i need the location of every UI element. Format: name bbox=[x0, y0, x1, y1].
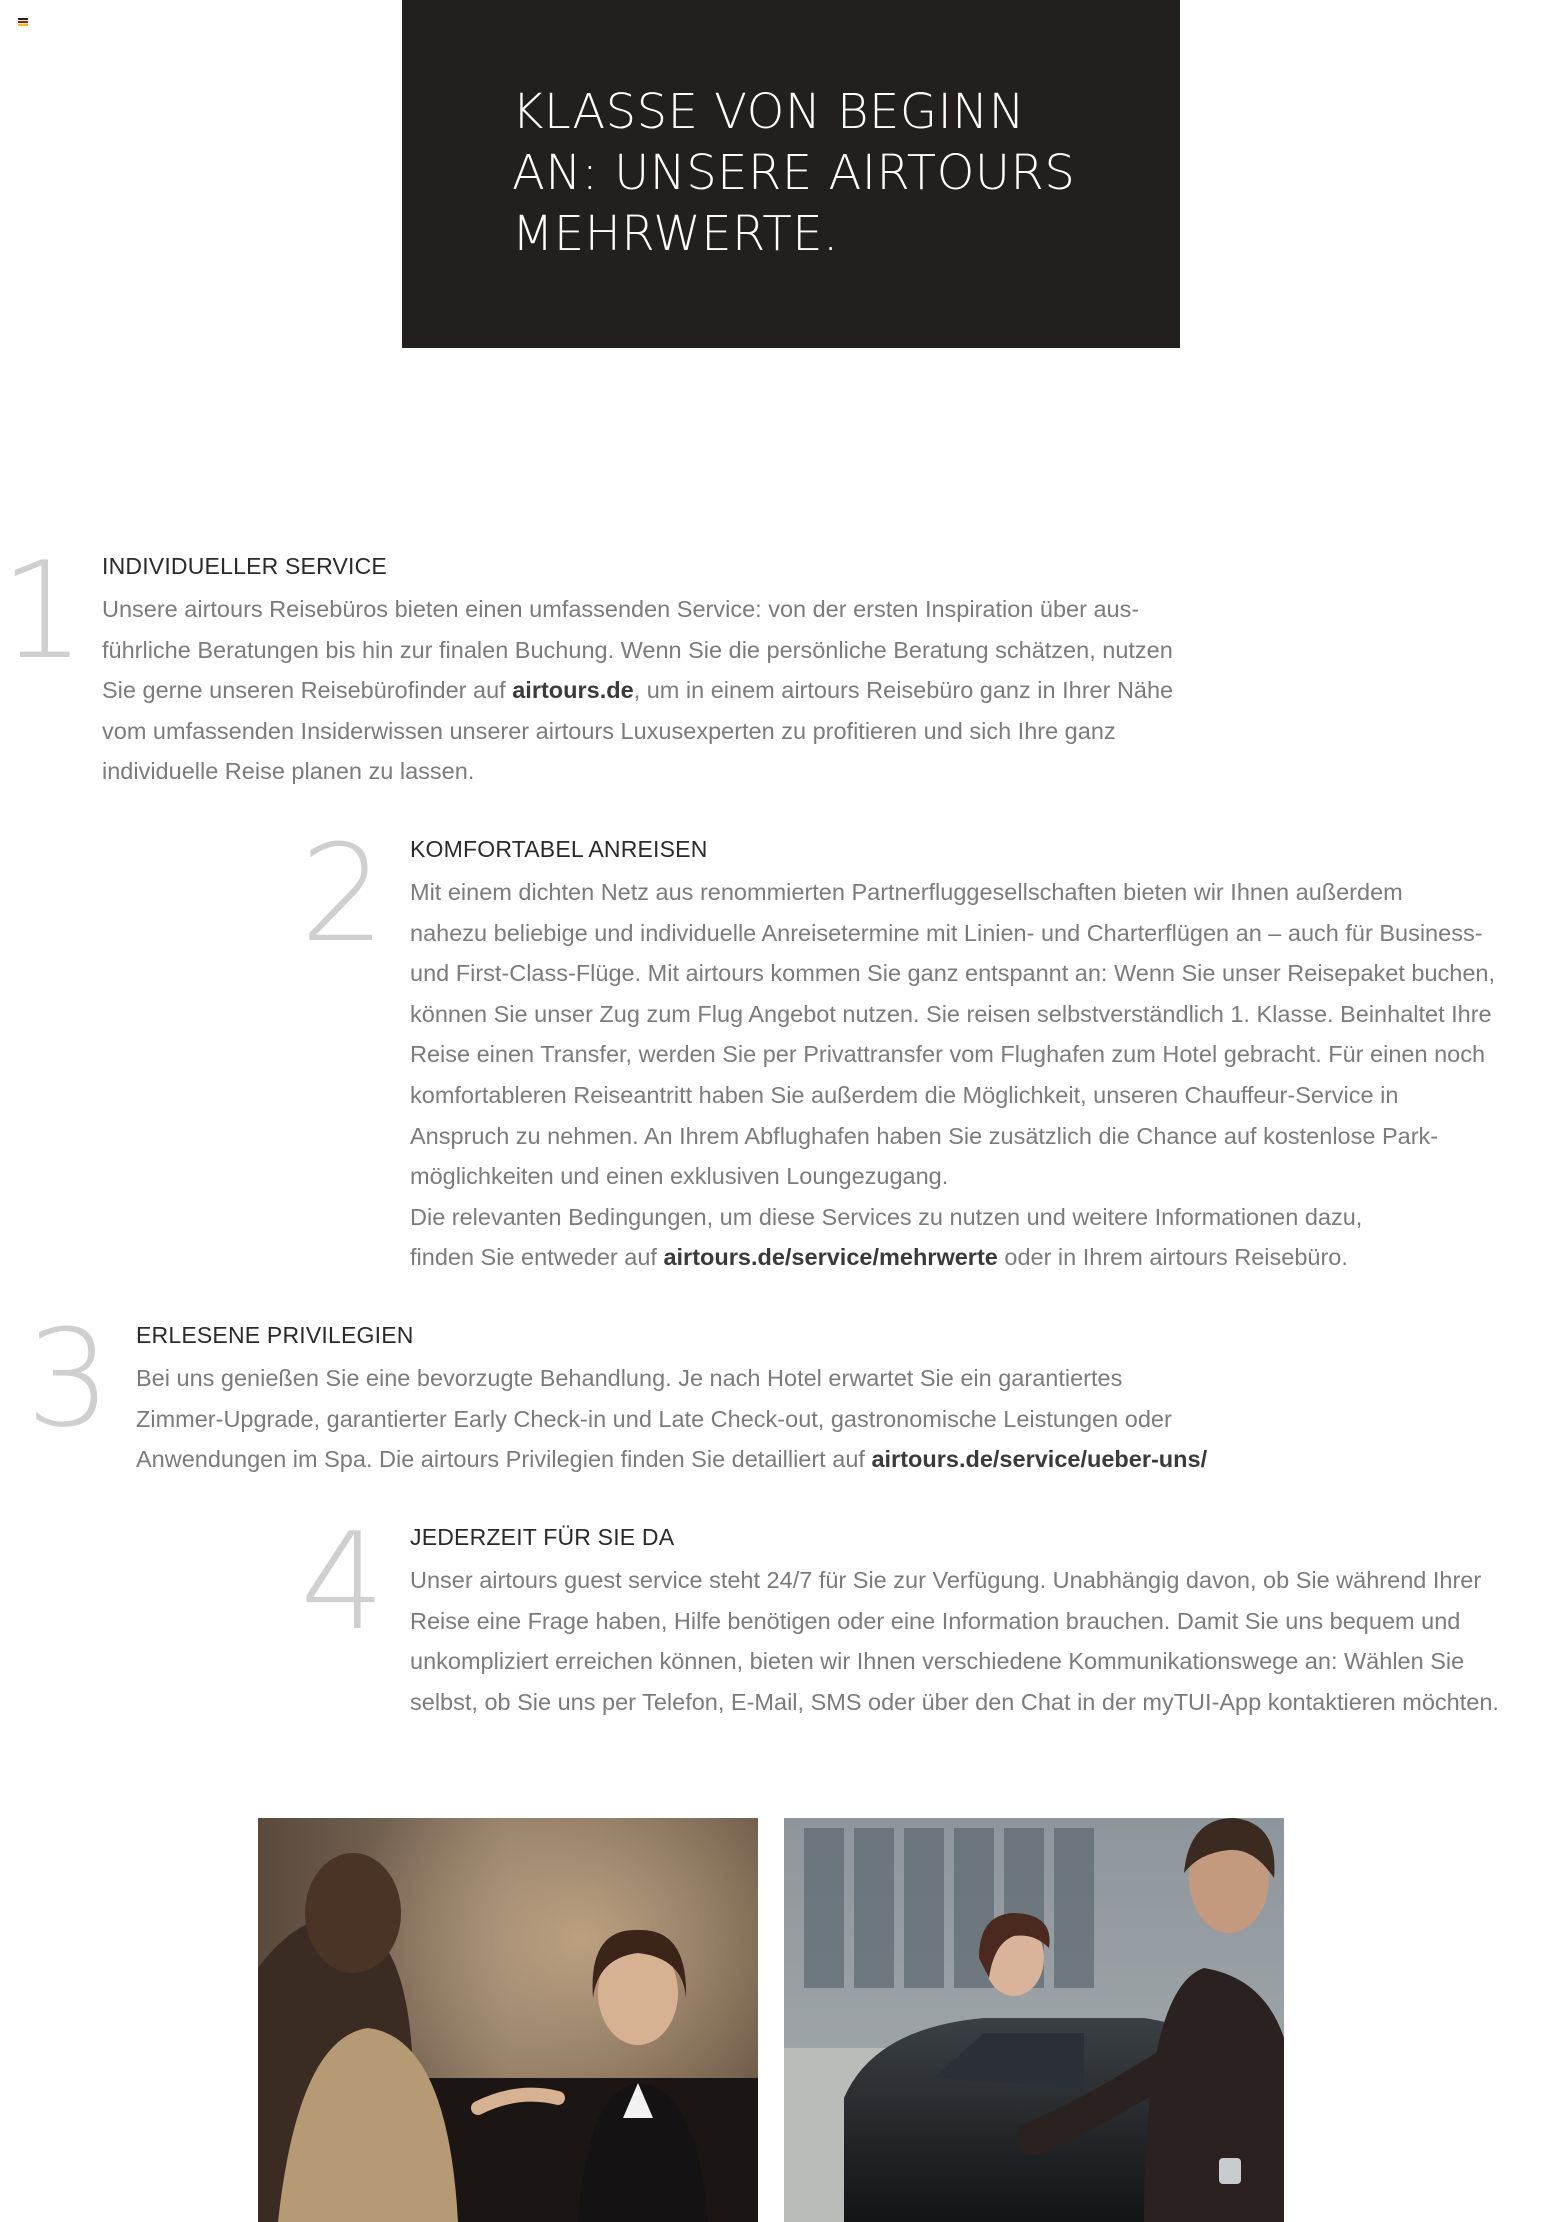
section-title-3: ERLESENE PRIVILEGIEN bbox=[136, 1322, 414, 1348]
language-flag-icon[interactable] bbox=[18, 18, 28, 25]
ueber-uns-link[interactable]: airtours.de/service/ueber-uns/ bbox=[871, 1446, 1208, 1473]
reception-desk-photo bbox=[258, 1818, 758, 2222]
hero-banner bbox=[402, 0, 1180, 348]
section-title-2: KOMFORTABEL ANREISEN bbox=[410, 836, 708, 862]
section-number-4: 4 bbox=[300, 1504, 386, 1660]
mehrwerte-link[interactable]: airtours.de/service/mehrwerte bbox=[663, 1244, 998, 1271]
section-title-4: JEDERZEIT FÜR SIE DA bbox=[410, 1524, 675, 1550]
section-body-1: Unsere airtours Reisebüros bieten einen umfassenden Service: von der ersten Inspiration über aus- führliche Beratungen bis hin zur finalen Buchung. Wenn Sie die persönliche Beratung schätzen, nutzen Sie gerne unseren Reisebürofinder auf airtours.de, um in einem airtours Reisebüro ganz in Ihrer Nähe vom umfassenden Insiderwissen unserer airtours Luxusexperten zu profitieren und sich Ihre ganz individuelle Reise planen zu lassen. bbox=[102, 596, 1174, 785]
section-number-3: 3 bbox=[26, 1301, 112, 1457]
section-title-1: INDIVIDUELLER SERVICE bbox=[102, 553, 387, 579]
chauffeur-car-photo bbox=[784, 1818, 1284, 2222]
airtours-link[interactable]: airtours.de bbox=[512, 677, 634, 704]
hero-title: KLASSE VON BEGINN AN: UNSERE AIRTOURS MEHRWERTE. bbox=[512, 84, 1076, 262]
section-body-3: Bei uns genießen Sie eine bevorzugte Behandlung. Je nach Hotel erwartet Sie ein garantiertes Zimmer-Upgrade, garantierter Early Check-in und Late Check-out, gastronomische Leistungen oder Anwendungen im Spa. Die airtours Privilegien finden Sie detailliert auf airtours.de/service/ueber-uns/ bbox=[136, 1365, 1208, 1473]
section-number-1: 1 bbox=[0, 533, 86, 689]
section-number-2: 2 bbox=[300, 816, 386, 972]
section-body-4: Unser airtours guest service steht 24/7 für Sie zur Verfügung. Unabhängig davon, ob Sie während Ihrer Reise eine Frage haben, Hilfe benötigen oder eine Information brauchen. Damit Sie uns bequem und unkompliziert erreichen können, bieten wir Ihnen verschiedene Kommunikationswege an: Wählen Sie selbst, ob Sie uns per Telefon, E-Mail, SMS oder über den Chat in der myTUI-App kontaktieren möchten. bbox=[410, 1567, 1499, 1715]
section-body-2: Mit einem dichten Netz aus renommierten Partnerfluggesellschaften bieten wir Ihnen außerdem nahezu beliebige und individuelle Anreisetermine mit Linien- und Charterflügen an – auch für Business- und First-Class-Flüge. Mit airtours kommen Sie ganz entspannt an: Wenn Sie unser Reisepaket buchen, können Sie unser Zug zum Flug Angebot nutzen. Sie reisen selbstverständlich 1. Klasse. Beinhaltet Ihre Reise einen Transfer, werden Sie per Privattransfer vom Flughafen zum Hotel gebracht. Für einen noch komfortableren Reiseantritt haben Sie außerdem die Möglichkeit, unseren Chauffeur-Service in Anspruch zu nehmen. An Ihrem Abflughafen haben Sie zusätzlich die Chance auf kostenlose Park- möglichkeiten und einen exklusiven Loungezugang. Die relevanten Bedingungen, um diese Services zu nutzen und weitere Informationen dazu, finden Sie entweder auf airtours.de/service/mehrwerte oder in Ihrem airtours Reisebüro. bbox=[410, 879, 1496, 1271]
